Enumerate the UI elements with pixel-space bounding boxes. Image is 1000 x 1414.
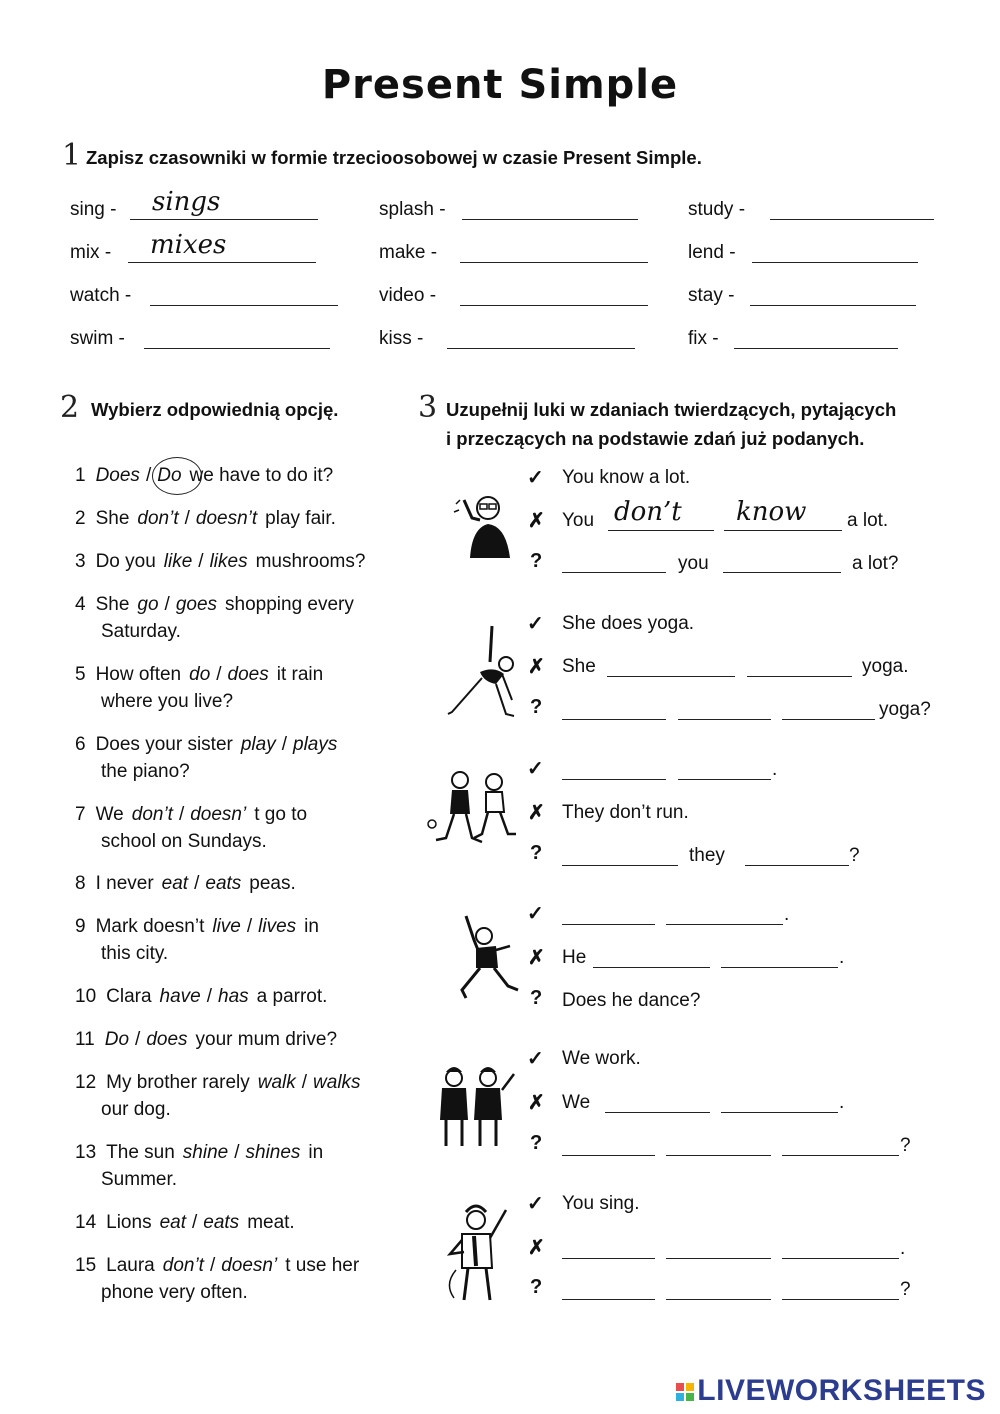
option-a[interactable]: eat — [159, 1212, 186, 1233]
option-b[interactable]: does — [146, 1029, 188, 1050]
item-text-after: peas. — [249, 873, 296, 894]
cross-mark: ✗ — [528, 656, 545, 678]
check-mark: ✓ — [527, 903, 544, 925]
verb-label: study - — [688, 199, 746, 220]
option-a[interactable]: don’t — [131, 804, 173, 825]
item-text-after: meat. — [247, 1212, 295, 1233]
g3-question-mid: they — [689, 845, 725, 866]
item-text-before: The sun — [106, 1142, 175, 1163]
cross-mark: ✗ — [528, 947, 545, 969]
verb-label: mix - — [70, 242, 112, 263]
option-separator: / — [178, 804, 185, 825]
g5-negative-end: . — [839, 1092, 845, 1113]
check-mark: ✓ — [527, 1193, 544, 1215]
thinking-person-illustration — [450, 490, 520, 560]
g2-negative-end: yoga. — [862, 656, 909, 677]
option-separator: / — [209, 1255, 216, 1276]
item-text-continued: the piano? — [101, 761, 190, 782]
cross-mark: ✗ — [528, 1237, 545, 1259]
g6-neg-blank-1[interactable] — [562, 1236, 655, 1259]
g3-positive-end: . — [772, 759, 778, 780]
item-text-continued: Summer. — [101, 1169, 178, 1190]
choice-item — [75, 1072, 369, 1094]
choice-item — [75, 734, 345, 756]
verb-label: swim - — [70, 328, 125, 349]
verb-answer-blank[interactable] — [144, 328, 330, 349]
g1-question-mid: you — [678, 553, 709, 574]
item-number: 7 — [75, 804, 86, 825]
item-text-before: My brother rarely — [106, 1072, 250, 1093]
g1-neg-answer-1: don’t — [614, 497, 682, 527]
verb-label: make - — [379, 242, 438, 263]
section-2-number: 2 — [60, 390, 80, 425]
verb-answer-blank[interactable] — [150, 285, 338, 306]
choice-item — [75, 551, 365, 573]
logo-text: LIVEWORKSHEETS — [697, 1374, 986, 1407]
option-separator: / — [246, 916, 253, 937]
option-a[interactable]: go — [137, 594, 159, 615]
g3-q-blank-1[interactable] — [562, 843, 678, 866]
g6-neg-blank-2[interactable] — [666, 1236, 771, 1259]
choice-item — [75, 1142, 323, 1164]
g6-neg-blank-3[interactable] — [782, 1236, 899, 1259]
g5-question-end: ? — [900, 1135, 911, 1156]
option-a[interactable]: walk — [257, 1072, 296, 1093]
g6-q-blank-3[interactable] — [782, 1277, 899, 1300]
option-b[interactable]: shines — [245, 1142, 301, 1163]
choice-item — [75, 1255, 359, 1277]
runners-illustration — [426, 768, 521, 848]
question-mark: ? — [530, 842, 543, 864]
g4-pos-blank-1[interactable] — [562, 902, 655, 925]
answer-circle — [152, 457, 202, 495]
item-number: 9 — [75, 916, 86, 937]
item-text-before: Lions — [106, 1212, 152, 1233]
g4-negative-end: . — [839, 947, 845, 968]
item-number: 13 — [75, 1142, 97, 1163]
item-number: 12 — [75, 1072, 97, 1093]
g4-question: Does he dance? — [562, 990, 701, 1011]
choice-item — [75, 986, 327, 1008]
item-text-after: a parrot. — [256, 986, 328, 1007]
item-text-continued: where you live? — [101, 691, 234, 712]
section-3-heading-line1: Uzupełnij luki w zdaniach twierdzących, pytających — [446, 399, 897, 420]
verb-answer-blank[interactable] — [460, 285, 648, 306]
item-number: 6 — [75, 734, 86, 755]
g4-neg-blank-2[interactable] — [721, 945, 838, 968]
question-mark: ? — [530, 1132, 543, 1154]
page-title: Present Simple — [321, 62, 679, 108]
item-number: 15 — [75, 1255, 97, 1276]
option-b[interactable]: doesn’t — [195, 508, 258, 529]
choice-item — [75, 664, 323, 686]
g1-neg-answer-2: know — [736, 497, 807, 527]
check-mark: ✓ — [527, 758, 544, 780]
option-separator: / — [191, 1212, 198, 1233]
item-text-continued: Saturday. — [101, 621, 181, 642]
g3-negative: They don’t run. — [562, 802, 689, 823]
option-b[interactable]: walks — [313, 1072, 361, 1093]
item-number: 2 — [75, 508, 86, 529]
g4-positive-end: . — [784, 904, 790, 925]
verb-answer-blank[interactable] — [750, 285, 916, 306]
item-text-after: we have to do it? — [189, 465, 334, 486]
item-text-before: How often — [95, 664, 182, 685]
choice-item — [75, 916, 319, 938]
g6-question-end: ? — [900, 1279, 911, 1300]
item-text-before: We — [95, 804, 124, 825]
option-b[interactable]: Do — [157, 465, 182, 486]
option-b[interactable]: doesn’ — [190, 804, 247, 825]
choice-item — [75, 508, 336, 530]
section-1-number: 1 — [62, 138, 82, 173]
question-mark: ? — [530, 550, 543, 572]
g6-negative-end: . — [900, 1238, 906, 1259]
g1-q-blank-2[interactable] — [723, 550, 841, 573]
item-text-after: in — [308, 1142, 324, 1163]
logo-mark-icon — [675, 1382, 697, 1402]
item-number: 5 — [75, 664, 86, 685]
option-separator: / — [164, 594, 170, 615]
g6-q-blank-1[interactable] — [562, 1277, 655, 1300]
item-number: 14 — [75, 1212, 97, 1233]
verb-answer-blank[interactable] — [734, 328, 898, 349]
verb-label: kiss - — [379, 328, 424, 349]
item-text-after: your mum drive? — [195, 1029, 338, 1050]
item-text-after: mushrooms? — [255, 551, 366, 572]
verb-label: video - — [379, 285, 437, 306]
item-number: 11 — [75, 1029, 95, 1050]
g2-neg-blank-1[interactable] — [607, 654, 735, 677]
dancer-illustration — [452, 910, 522, 1005]
item-text-after: t go to — [254, 804, 308, 825]
option-a[interactable]: shine — [182, 1142, 229, 1163]
verb-label: lend - — [688, 242, 736, 263]
g2-q-blank-1[interactable] — [562, 697, 666, 720]
question-mark: ? — [530, 1276, 543, 1298]
g5-positive: We work. — [562, 1048, 641, 1069]
liveworksheets-logo — [675, 1374, 986, 1408]
g3-question-end: ? — [849, 845, 860, 866]
option-a[interactable]: eat — [161, 873, 189, 894]
g5-negative-start: We — [562, 1092, 591, 1113]
check-mark: ✓ — [527, 1048, 544, 1070]
item-text-before: Laura — [106, 1255, 155, 1276]
option-a[interactable]: Do — [104, 1029, 130, 1050]
item-text-before: Mark doesn’t — [95, 916, 205, 937]
option-b[interactable]: plays — [293, 734, 338, 755]
item-text-before: She — [95, 508, 130, 529]
g2-neg-blank-2[interactable] — [747, 654, 852, 677]
verb-label: fix - — [688, 328, 719, 349]
item-text-after: shopping every — [225, 594, 354, 615]
choice-item — [75, 465, 333, 487]
option-b[interactable]: doesn’ — [221, 1255, 278, 1276]
choice-item — [75, 1212, 295, 1234]
workers-illustration — [432, 1060, 522, 1150]
g1-negative-start: You — [562, 510, 595, 531]
section-3-number: 3 — [418, 390, 438, 425]
option-a[interactable]: live — [212, 916, 241, 937]
g1-q-blank-1[interactable] — [562, 550, 666, 573]
option-separator: / — [145, 465, 152, 486]
check-mark: ✓ — [527, 467, 544, 489]
verb-answer-blank[interactable] — [752, 242, 918, 263]
option-separator: / — [184, 508, 190, 529]
option-separator: / — [281, 734, 287, 755]
item-text-before: I never — [95, 873, 154, 894]
option-a[interactable]: do — [189, 664, 211, 685]
verb-answer-handwritten: mixes — [150, 230, 227, 260]
item-text-before: Clara — [106, 986, 152, 1007]
verb-answer-blank[interactable] — [447, 328, 635, 349]
option-separator: / — [194, 873, 200, 894]
g4-neg-blank-1[interactable] — [593, 945, 710, 968]
g5-q-blank-1[interactable] — [562, 1133, 655, 1156]
g2-q-blank-3[interactable] — [782, 697, 875, 720]
g6-q-blank-2[interactable] — [666, 1277, 771, 1300]
option-b[interactable]: goes — [175, 594, 218, 615]
g5-q-blank-3[interactable] — [782, 1133, 899, 1156]
item-text-after: it rain — [276, 664, 324, 685]
g3-pos-blank-2[interactable] — [678, 757, 771, 780]
option-b[interactable]: likes — [209, 551, 248, 572]
section-2-heading: Wybierz odpowiednią opcję. — [91, 399, 339, 420]
g3-pos-blank-1[interactable] — [562, 757, 666, 780]
item-text-continued: this city. — [101, 943, 169, 964]
g2-positive: She does yoga. — [562, 613, 695, 634]
g1-negative-end: a lot. — [847, 510, 889, 531]
option-separator: / — [301, 1072, 308, 1093]
option-b[interactable]: does — [227, 664, 269, 685]
option-separator: / — [234, 1142, 240, 1163]
g6-positive: You sing. — [562, 1193, 640, 1214]
verb-label: stay - — [688, 285, 735, 306]
g3-q-blank-2[interactable] — [745, 843, 849, 866]
cross-mark: ✗ — [528, 510, 545, 532]
item-text-after: t use her — [285, 1255, 360, 1276]
option-a[interactable]: play — [240, 734, 276, 755]
option-a[interactable]: have — [159, 986, 201, 1007]
verb-answer-blank[interactable] — [770, 199, 934, 220]
choice-item — [75, 594, 354, 616]
option-a[interactable]: don’t — [137, 508, 179, 529]
singer-illustration — [440, 1200, 520, 1305]
verb-answer-blank[interactable] — [462, 199, 638, 220]
option-separator: / — [206, 986, 213, 1007]
option-a[interactable]: like — [163, 551, 193, 572]
cross-mark: ✗ — [528, 802, 545, 824]
verb-answer-blank[interactable] — [460, 242, 648, 263]
option-b[interactable]: eats — [205, 873, 242, 894]
verb-answer-handwritten: sings — [152, 187, 221, 217]
section-1-heading: Zapisz czasowniki w formie trzecioosobowej w czasie Present Simple. — [86, 147, 702, 168]
question-mark: ? — [530, 696, 543, 718]
option-a[interactable]: Does — [95, 465, 140, 486]
item-text-before: Does your sister — [95, 734, 233, 755]
g4-negative-start: He — [562, 947, 587, 968]
item-number: 1 — [75, 465, 86, 486]
g5-q-blank-2[interactable] — [666, 1133, 771, 1156]
option-separator: / — [135, 1029, 141, 1050]
item-text-before: She — [95, 594, 130, 615]
yoga-woman-illustration — [444, 622, 524, 722]
option-b[interactable]: has — [218, 986, 249, 1007]
item-text-continued: phone very often. — [101, 1282, 248, 1303]
option-separator: / — [216, 664, 222, 685]
g2-q-blank-2[interactable] — [678, 697, 771, 720]
verb-label: sing - — [70, 199, 117, 220]
g5-neg-blank-2[interactable] — [721, 1090, 838, 1113]
option-b[interactable]: eats — [203, 1212, 240, 1233]
choice-item — [75, 873, 296, 895]
option-a[interactable]: don’t — [162, 1255, 204, 1276]
cross-mark: ✗ — [528, 1092, 545, 1114]
item-text-after: in — [304, 916, 319, 937]
item-text-continued: our dog. — [101, 1099, 171, 1120]
check-mark: ✓ — [527, 613, 544, 635]
g1-question-end: a lot? — [852, 553, 899, 574]
g2-question-end: yoga? — [879, 699, 931, 720]
verb-label: splash - — [379, 199, 446, 220]
item-number: 4 — [75, 594, 86, 615]
item-text-before: Do you — [95, 551, 156, 572]
g4-pos-blank-2[interactable] — [666, 902, 783, 925]
question-mark: ? — [530, 987, 543, 1009]
item-number: 8 — [75, 873, 86, 894]
choice-item — [75, 1029, 337, 1051]
option-separator: / — [198, 551, 204, 572]
item-number: 3 — [75, 551, 86, 572]
section-3-heading-line2: i przeczących na podstawie zdań już podanych. — [446, 428, 865, 449]
item-text-after: play fair. — [265, 508, 336, 529]
item-text-continued: school on Sundays. — [101, 831, 267, 852]
g5-neg-blank-1[interactable] — [605, 1090, 710, 1113]
g1-positive: You know a lot. — [562, 467, 691, 488]
g2-negative-start: She — [562, 656, 596, 677]
option-b[interactable]: lives — [258, 916, 297, 937]
verb-label: watch - — [70, 285, 132, 306]
choice-item — [75, 804, 307, 826]
item-number: 10 — [75, 986, 97, 1007]
